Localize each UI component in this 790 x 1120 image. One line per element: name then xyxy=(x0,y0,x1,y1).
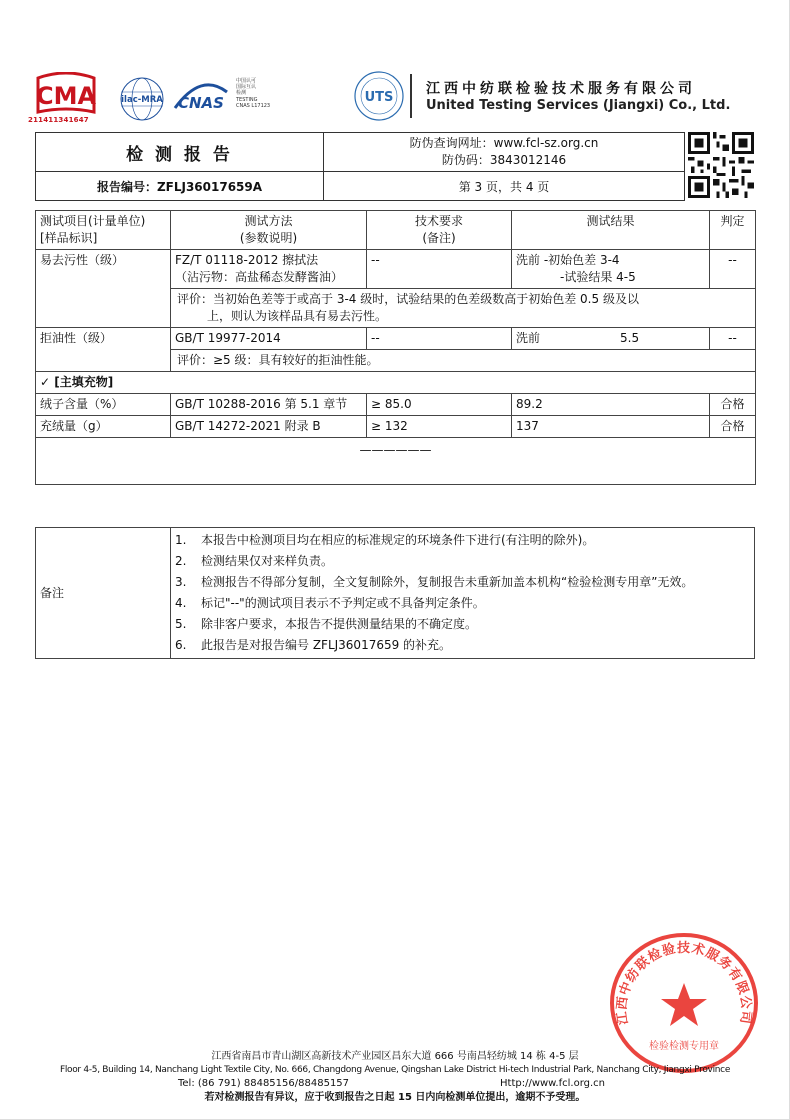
uts-logo xyxy=(353,70,405,122)
remarks-table xyxy=(35,527,755,659)
cell-item: 拒油性（级） xyxy=(36,328,171,372)
cell-method: FZ/T 01118-2012 擦拭法 xyxy=(175,253,319,267)
cell-requirement: -- xyxy=(367,250,512,289)
report-number: 报告编号：ZFLJ36017659A xyxy=(36,172,324,201)
cnas-line: TESTING xyxy=(236,96,258,103)
cell-item: 充绒量（g） xyxy=(36,416,171,438)
uts-logo-text: UTS xyxy=(364,90,394,105)
remarks-label: 备注 xyxy=(36,528,171,659)
footer-address-cn: 江西省南昌市青山湖区高新技术产业园区昌东大道 666 号南昌轻纺城 14 栋 4-5 层 xyxy=(211,1051,579,1062)
verify-url: 防伪查询网址：www.fcl-sz.org.cn xyxy=(409,136,599,150)
end-of-results-line: —————— xyxy=(36,438,756,485)
cnas-accreditation-text xyxy=(236,78,286,109)
table-row xyxy=(36,250,756,289)
cnas-logo xyxy=(171,78,231,120)
report-header-table xyxy=(35,132,685,201)
cnas-line: 国际互认 xyxy=(236,84,257,91)
company-name-cn: 江西中纺联检验技术服务有限公司 xyxy=(426,81,696,97)
test-results-table xyxy=(35,210,756,485)
ilac-mra-logo xyxy=(117,76,167,122)
header-divider xyxy=(410,74,412,118)
header-item-sub: [样品标识] xyxy=(40,231,98,245)
header-result: 测试结果 xyxy=(512,211,710,250)
evaluation-text: 评价：当初始色差等于或高于 3-4 级时，试验结果的色差级数高于初始色差 0.5 级及以 xyxy=(177,292,639,306)
cell-judgement: 合格 xyxy=(710,394,756,416)
cell-result-label: 洗前 xyxy=(516,331,541,345)
header-requirement-sub: (备注) xyxy=(422,231,456,245)
cell-result: 洗前 -初始色差 3-4 xyxy=(516,253,620,267)
table-header-row xyxy=(36,211,756,250)
footer-objection-note: 若对检测报告有异议，应于收到报告之日起 15 日内向检测单位提出，逾期不予受理。 xyxy=(204,1091,586,1103)
cma-logo-text: CMA xyxy=(35,82,97,110)
cell-result: 89.2 xyxy=(512,394,710,416)
remark-item: 5. 除非客户要求，本报告不提供测量结果的不确定度。 xyxy=(175,617,478,631)
remark-item: 6. 此报告是对报告编号 ZFLJ36017659 的补充。 xyxy=(175,638,452,652)
cell-result: 137 xyxy=(512,416,710,438)
cell-judgement: -- xyxy=(710,250,756,289)
page-info: 第 3 页，共 4 页 xyxy=(324,172,685,201)
cnas-line: CNAS L17123 xyxy=(236,102,271,109)
seal-bottom-text: 检验检测专用章 xyxy=(649,1041,719,1052)
header-item: 测试项目(计量单位) xyxy=(40,214,146,228)
cell-requirement: ≥ 132 xyxy=(367,416,512,438)
header-requirement: 技术要求 xyxy=(414,214,463,228)
cell-judgement: -- xyxy=(710,328,756,350)
cell-judgement: 合格 xyxy=(710,416,756,438)
table-row xyxy=(36,328,756,350)
qr-code xyxy=(688,132,754,198)
evaluation-text: 上，则认为该样品具有易去污性。 xyxy=(207,309,388,323)
remark-item: 4. 标记"--"的测试项目表示不予判定或不具备判定条件。 xyxy=(175,596,485,610)
ilac-logo-text: ilac-MRA xyxy=(121,95,163,105)
cell-requirement: -- xyxy=(367,328,512,350)
remark-item: 2. 检测结果仅对来样负责。 xyxy=(175,554,334,568)
remark-item: 3. 检测报告不得部分复制，全文复制除外，复制报告未重新加盖本机构“检验检测专用章”无效。 xyxy=(175,575,694,589)
footer-address-en: Floor 4-5, Building 14, Nanchang Light Textile City, No. 666, Changdong Avenue, Qingshan Lake District Hi-tech Industrial Park, Nanchang City, Jiangxi Province xyxy=(59,1064,731,1075)
table-row xyxy=(36,394,756,416)
cell-requirement: ≥ 85.0 xyxy=(367,394,512,416)
remark-item: 1. 本报告中检测项目均在相应的标准规定的环境条件下进行(有注明的除外)。 xyxy=(175,533,595,547)
cell-item: 绒子含量（%） xyxy=(36,394,171,416)
cell-result-value: 5.5 xyxy=(620,331,640,345)
cell-item: 易去污性（级） xyxy=(36,250,171,328)
header-method: 测试方法 xyxy=(244,214,293,228)
cell-method: GB/T 14272-2021 附录 B xyxy=(171,416,367,438)
footer-website[interactable]: Http://www.fcl.org.cn xyxy=(500,1078,606,1089)
table-row xyxy=(36,416,756,438)
verify-code: 防伪码：3843012146 xyxy=(441,153,567,167)
evaluation-text: 评价：≥5 级：具有较好的拒油性能。 xyxy=(171,350,756,372)
company-name-en: United Testing Services (Jiangxi) Co., Ltd. xyxy=(426,98,731,113)
cma-number: 211411341647 xyxy=(28,116,89,124)
report-title: 检 测 报 告 xyxy=(36,133,324,172)
header-method-sub: (参数说明) xyxy=(239,231,298,245)
footer xyxy=(0,1050,790,1104)
cnas-line: 检测 xyxy=(236,90,247,97)
filling-section-header: ✓ [主填充物] xyxy=(36,372,756,394)
table-end-row xyxy=(36,438,756,485)
cell-method: GB/T 10288-2016 第 5.1 章节 xyxy=(171,394,367,416)
cell-result: -试验结果 4-5 xyxy=(560,270,636,284)
table-section-row xyxy=(36,372,756,394)
cnas-logo-text: CNAS xyxy=(178,94,224,112)
seal-ring-text: 江西中纺联检验技术服务有限公司 xyxy=(614,940,754,1026)
footer-tel: Tel: (86 791) 88485156/88485157 xyxy=(178,1078,350,1089)
cell-method: GB/T 19977-2014 xyxy=(171,328,367,350)
cnas-line: 中国认可 xyxy=(236,78,257,84)
cell-method-sub: （沾污物：高盐稀态发酵酱油） xyxy=(175,270,344,284)
header-judgement: 判定 xyxy=(710,211,756,250)
